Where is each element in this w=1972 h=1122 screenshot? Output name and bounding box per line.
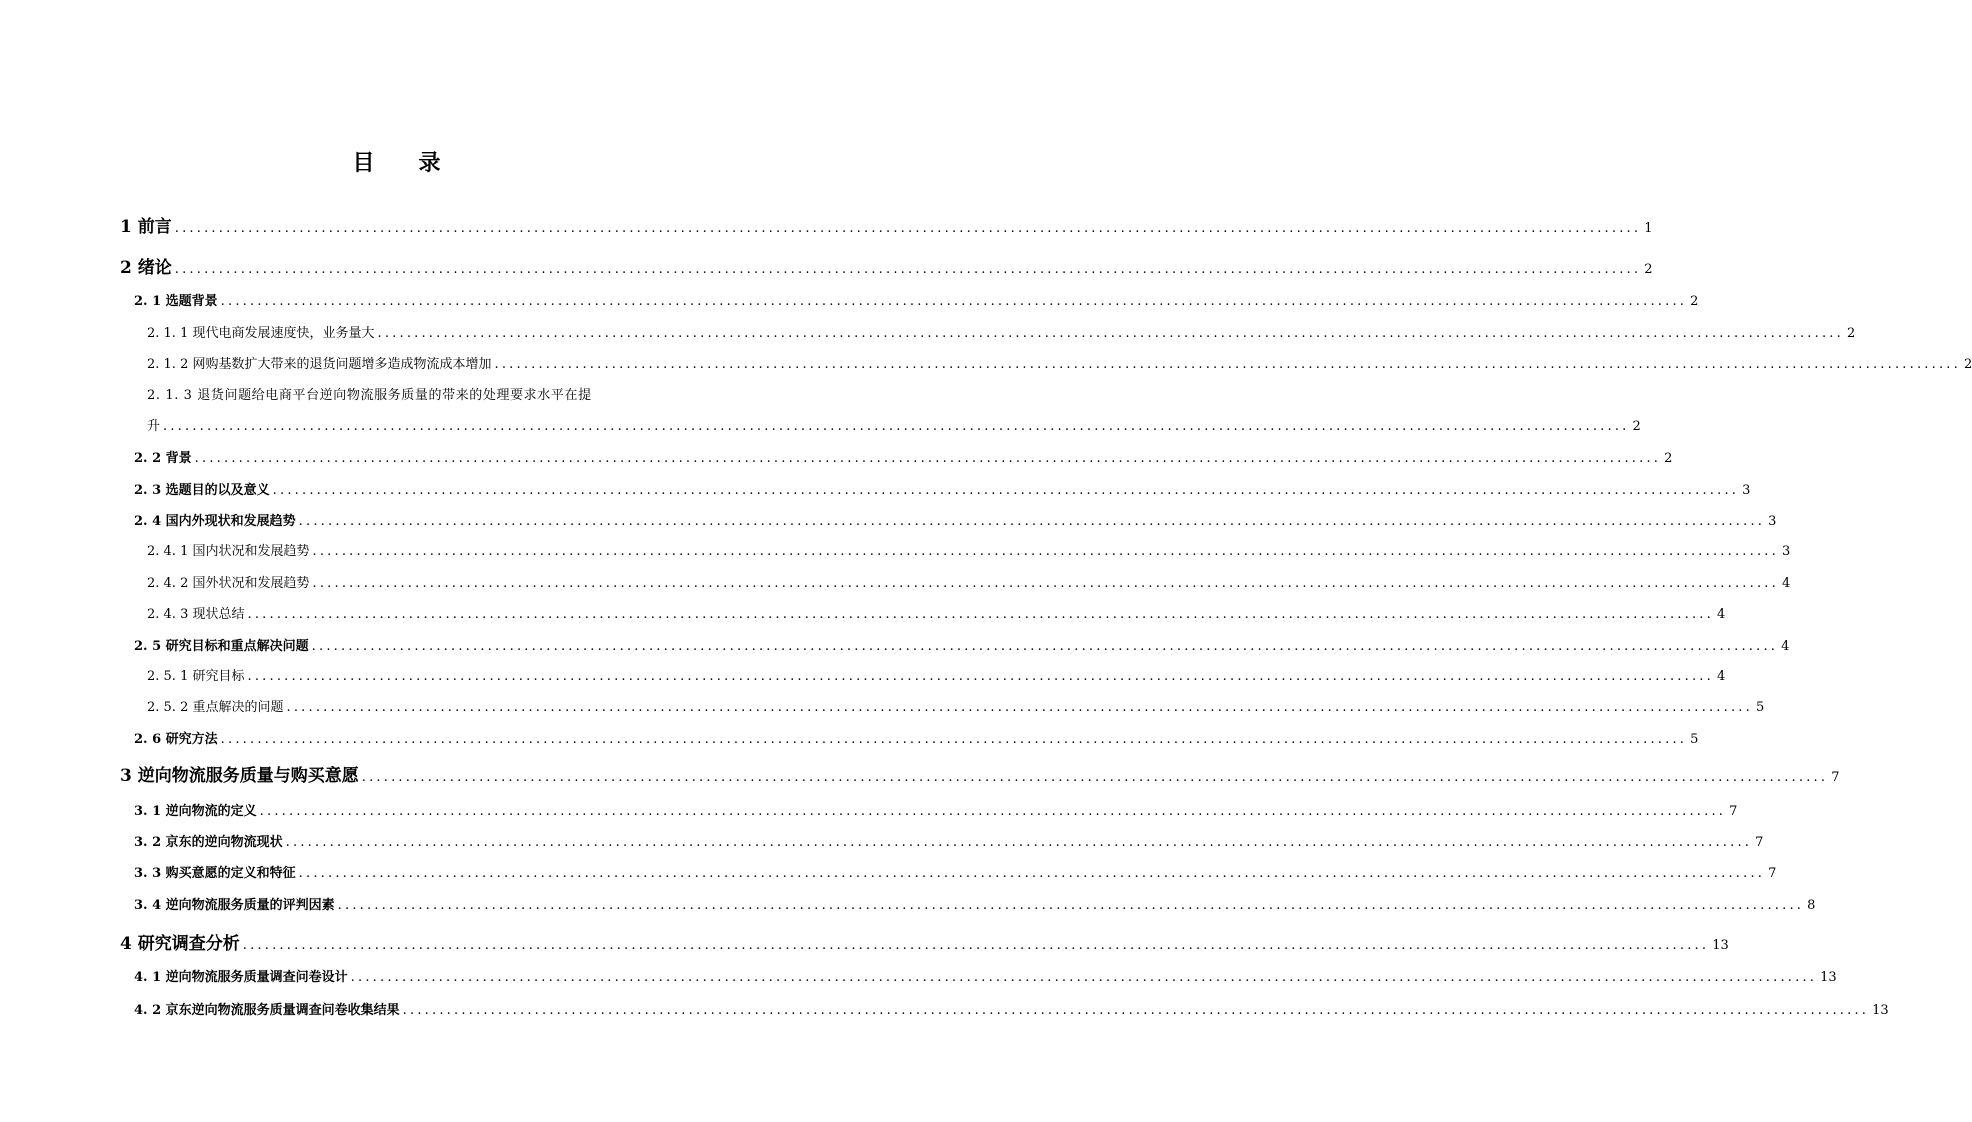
toc-leader-dots: ........................................................................................................................................................................................................: [285, 835, 1753, 850]
toc-page-number: 2: [1644, 262, 1653, 277]
toc-page-number: 2: [1690, 294, 1699, 309]
toc-entry[interactable]: [134, 635, 1790, 654]
toc-entry[interactable]: [134, 510, 1777, 529]
toc-leader-dots: ........................................................................................................................................................................................................: [286, 700, 1753, 715]
toc-entry[interactable]: [134, 862, 1777, 881]
toc-leader-dots: ........................................................................................................................................................................................................: [259, 804, 1727, 819]
toc-leader-dots: ........................................................................................................................................................................................................: [312, 576, 1779, 591]
toc-page-number: 13: [1712, 938, 1729, 953]
toc-entry-label: 3. 3 购买意愿的定义和特征: [134, 866, 296, 881]
toc-entry[interactable]: [147, 322, 1856, 341]
toc-entry[interactable]: [147, 572, 1791, 591]
toc-entry-label: 4. 2 京东逆向物流服务质量调查问卷收集结果: [134, 1003, 400, 1018]
toc-entry-label: 3 逆向物流服务质量与购买意愿: [120, 766, 359, 786]
toc-page-number: 5: [1690, 732, 1699, 747]
toc-entry-label: 2. 1. 2 网购基数扩大带来的退货问题增多造成物流成本增加: [147, 357, 492, 372]
toc-entry[interactable]: [134, 999, 1889, 1018]
toc-page-number: 2: [1632, 419, 1641, 434]
toc-page-number: 5: [1755, 700, 1765, 715]
toc-page-number: 4: [1716, 607, 1726, 622]
toc-entry-label: 2. 1 选题背景: [134, 294, 218, 309]
toc-leader-dots: ........................................................................................................................................................................................................: [174, 221, 1642, 236]
toc-page-number: 13: [1820, 970, 1837, 985]
toc-entry[interactable]: [120, 253, 1653, 278]
toc-entry-label: 3. 2 京东的逆向物流现状: [134, 835, 283, 850]
toc-leader-dots: ........................................................................................................................................................................................................: [402, 1003, 1870, 1018]
toc-page-number: 4: [1781, 639, 1790, 654]
toc-entry[interactable]: [120, 212, 1653, 237]
toc-page-number: 1: [1644, 221, 1653, 236]
toc-entry-label: 4 研究调查分析: [120, 934, 240, 954]
toc-entry-label: 2. 4. 1 国内状况和发展趋势: [147, 544, 310, 559]
toc-leader-dots: ........................................................................................................................................................................................................: [361, 770, 1829, 785]
toc-page-number: 13: [1872, 1003, 1889, 1018]
toc-leader-dots: ........................................................................................................................................................................................................: [494, 357, 1961, 372]
toc-page-number: 7: [1729, 804, 1738, 819]
toc-entry[interactable]: [134, 966, 1837, 985]
toc-entry-label: 2. 4. 3 现状总结: [147, 607, 245, 622]
toc-entry[interactable]: [134, 894, 1816, 913]
toc-leader-dots: ........................................................................................................................................................................................................: [312, 544, 1779, 559]
toc-entry-label: 4. 1 逆向物流服务质量调查问卷设计: [134, 970, 348, 985]
toc-leader-dots: ........................................................................................................................................................................................................: [220, 732, 1688, 747]
toc-page-number: 3: [1781, 544, 1791, 559]
toc-entry-label: 3. 1 逆向物流的定义: [134, 804, 257, 819]
toc-entry[interactable]: [147, 603, 1726, 622]
toc-entry[interactable]: [134, 290, 1699, 309]
toc-entry-label: 2. 6 研究方法: [134, 732, 218, 747]
toc-entry[interactable]: [134, 800, 1738, 819]
toc-leader-dots: ........................................................................................................................................................................................................: [350, 970, 1818, 985]
toc-entry[interactable]: [147, 665, 1726, 684]
toc-entry[interactable]: [120, 929, 1729, 954]
toc-leader-dots: ........................................................................................................................................................................................................: [174, 262, 1642, 277]
toc-page-number: 2: [1846, 326, 1856, 341]
toc-page-number: 7: [1755, 835, 1764, 850]
toc-entry-label: 升: [147, 419, 161, 434]
toc-leader-dots: ........................................................................................................................................................................................................: [220, 294, 1688, 309]
toc-entry-label: 2. 4 国内外现状和发展趋势: [134, 514, 296, 529]
toc-page-number: 7: [1768, 866, 1777, 881]
toc-leader-dots: ........................................................................................................................................................................................................: [337, 898, 1805, 913]
toc-leader-dots: ........................................................................................................................................................................................................: [272, 483, 1740, 498]
toc-entry[interactable]: [134, 831, 1764, 850]
toc-entry[interactable]: [147, 540, 1791, 559]
toc-page-number: 2: [1664, 451, 1673, 466]
toc-page-number: 2: [1963, 357, 1972, 372]
toc-entry-label: 2. 5. 1 研究目标: [147, 669, 245, 684]
toc-page-number: 8: [1807, 898, 1816, 913]
toc-leader-dots: ........................................................................................................................................................................................................: [247, 607, 1714, 622]
toc-entry[interactable]: [134, 479, 1751, 498]
toc-leader-dots: ........................................................................................................................................................................................................: [247, 669, 1714, 684]
toc-entry[interactable]: [120, 761, 1840, 786]
toc-entry[interactable]: [147, 696, 1765, 715]
toc-leader-dots: ........................................................................................................................................................................................................: [163, 419, 1630, 434]
toc-entry[interactable]: [147, 353, 1972, 372]
toc-entry-label: 2. 4. 2 国外状况和发展趋势: [147, 576, 310, 591]
toc-entry-label: 2. 2 背景: [134, 451, 192, 466]
toc-entry-label: 2. 3 选题目的以及意义: [134, 483, 270, 498]
toc-leader-dots: ........................................................................................................................................................................................................: [298, 514, 1766, 529]
toc-leader-dots: ........................................................................................................................................................................................................: [377, 326, 1844, 341]
toc-page-number: 3: [1768, 514, 1777, 529]
toc-entry-label: 1 前言: [120, 217, 172, 237]
toc-leader-dots: ........................................................................................................................................................................................................: [194, 451, 1662, 466]
toc-leader-dots: ........................................................................................................................................................................................................: [242, 938, 1710, 953]
toc-entry-label: 2. 5. 2 重点解决的问题: [147, 700, 284, 715]
toc-title-char-1: 目: [352, 150, 375, 176]
toc-entry[interactable]: [134, 447, 1673, 466]
toc-title-char-2: 录: [418, 150, 441, 176]
toc-page-number: 3: [1742, 483, 1751, 498]
toc-entry-label[interactable]: 2. 1. 3 退货问题给电商平台逆向物流服务质量的带来的处理要求水平在提: [147, 388, 592, 403]
toc-leader-dots: ........................................................................................................................................................................................................: [311, 639, 1779, 654]
toc-page-number: 4: [1781, 576, 1791, 591]
toc-leader-dots: ........................................................................................................................................................................................................: [298, 866, 1766, 881]
toc-entry-label: 2. 1. 1 现代电商发展速度快，业务量大: [147, 326, 375, 341]
toc-entry[interactable]: [134, 728, 1699, 747]
toc-entry-label: 2. 5 研究目标和重点解决问题: [134, 639, 309, 654]
toc-page-number: 4: [1716, 669, 1726, 684]
toc-entry-label: 2 绪论: [120, 258, 172, 278]
toc-page-number: 7: [1831, 770, 1840, 785]
toc-entry[interactable]: [147, 415, 1641, 434]
toc-entry-label: 3. 4 逆向物流服务质量的评判因素: [134, 898, 335, 913]
toc-title: [0, 146, 793, 177]
